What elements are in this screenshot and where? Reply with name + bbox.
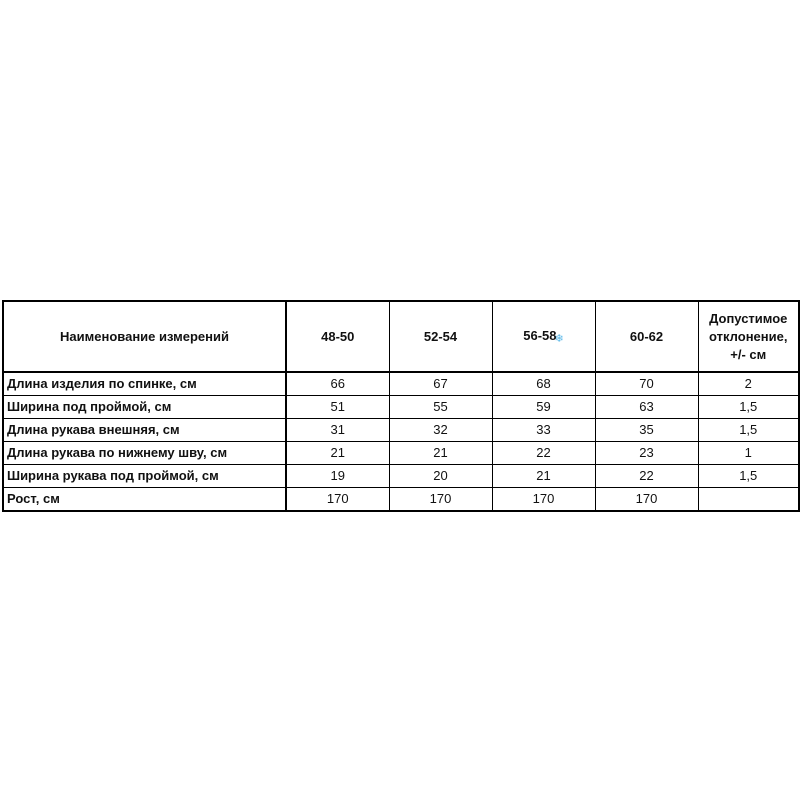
table-cell: 23 (595, 442, 698, 465)
header-tolerance-line-3: +/- см (730, 346, 767, 362)
table-cell: 55 (389, 396, 492, 419)
table-row (3, 396, 799, 419)
row-label: Ширина под проймой, см (3, 396, 286, 419)
table-cell: 170 (389, 488, 492, 512)
row-label: Длина рукава внешняя, см (3, 419, 286, 442)
tolerance-cell: 1,5 (698, 465, 799, 488)
row-label: Рост, см (3, 488, 286, 512)
table-cell: 21 (286, 442, 389, 465)
table-cell: 20 (389, 465, 492, 488)
tolerance-cell: 1,5 (698, 419, 799, 442)
header-size-60-62: 60-62 (595, 301, 698, 372)
table-row (3, 465, 799, 488)
header-size-56-58 (492, 301, 595, 372)
table-cell: 31 (286, 419, 389, 442)
row-label: Ширина рукава под проймой, см (3, 465, 286, 488)
table-cell: 66 (286, 372, 389, 396)
tolerance-cell: 2 (698, 372, 799, 396)
table-cell: 170 (492, 488, 595, 512)
table-row (3, 488, 799, 512)
tolerance-cell (698, 488, 799, 512)
table-cell: 59 (492, 396, 595, 419)
tolerance-cell: 1,5 (698, 396, 799, 419)
header-size-56-58-label: 56-58 (523, 328, 557, 343)
header-tolerance-line-1: Допустимое (709, 310, 788, 326)
table-cell: 19 (286, 465, 389, 488)
table-cell: 35 (595, 419, 698, 442)
table-row (3, 372, 799, 396)
row-label: Длина рукава по нижнему шву, см (3, 442, 286, 465)
header-row (3, 301, 799, 372)
table-row (3, 419, 799, 442)
size-chart-table (2, 300, 800, 512)
header-tolerance (698, 301, 799, 372)
table-row (3, 442, 799, 465)
table-cell: 22 (492, 442, 595, 465)
table-cell: 68 (492, 372, 595, 396)
table-cell: 21 (492, 465, 595, 488)
header-measurement-name: Наименование измерений (3, 301, 286, 372)
snowflake-icon: ❄ (554, 333, 564, 345)
table-cell: 51 (286, 396, 389, 419)
table-cell: 67 (389, 372, 492, 396)
table-cell: 33 (492, 419, 595, 442)
row-label: Длина изделия по спинке, см (3, 372, 286, 396)
tolerance-cell: 1 (698, 442, 799, 465)
table-cell: 70 (595, 372, 698, 396)
table-cell: 170 (286, 488, 389, 512)
header-tolerance-line-2: отклонение, (709, 328, 788, 344)
table-cell: 32 (389, 419, 492, 442)
table-cell: 22 (595, 465, 698, 488)
table-cell: 21 (389, 442, 492, 465)
table-cell: 63 (595, 396, 698, 419)
header-size-48-50: 48-50 (286, 301, 389, 372)
table-cell: 170 (595, 488, 698, 512)
header-size-52-54: 52-54 (389, 301, 492, 372)
